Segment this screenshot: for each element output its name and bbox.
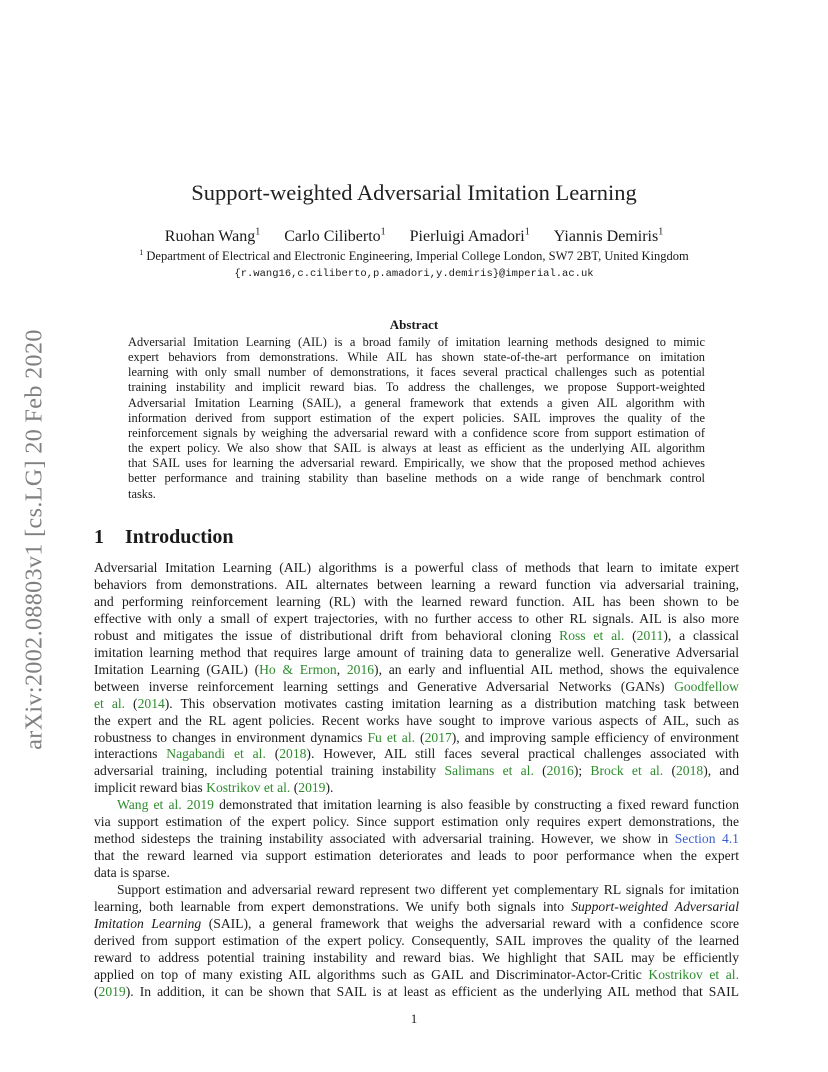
citation-year-link[interactable]: 2016 xyxy=(546,763,574,779)
citation-year-link[interactable]: 2017 xyxy=(424,729,452,745)
citation-year-link[interactable]: 2011 xyxy=(636,627,664,643)
body-line: Wang et al. 2019 demonstrated that imitation learning is also feasible by constructing a fixed reward function xyxy=(117,797,739,813)
author: Yiannis Demiris$^1$ xyxy=(553,226,664,245)
author: Carlo Ciliberto$^1$ xyxy=(284,226,386,245)
body-line: via support estimation of the expert policy. Since support estimation only requires expert demonstrations, the xyxy=(94,814,739,830)
body-line: Support estimation and adversarial reward represent two different yet complementary RL signals for imitation xyxy=(117,882,739,898)
body-line: data is sparse. xyxy=(94,865,170,881)
abstract-line: better performance and training stability than baseline methods on a wide range of benchmark control xyxy=(128,471,705,486)
citation-link[interactable]: Wang et al. 2019 xyxy=(117,797,214,813)
author: Ruohan Wang$^1$ xyxy=(164,226,261,245)
abstract-line: Adversarial Imitation Learning (AIL) is a broad family of imitation learning methods designed to mimic xyxy=(128,335,705,349)
body-line: interactions Nagabandi et al. (2018). However, AIL still faces several practical challenges associated with xyxy=(94,746,739,762)
arxiv-identifier-text: arXiv:2002.08803v1 [cs.LG] 20 Feb 2020 xyxy=(21,328,48,750)
body-line: imitation learning method that requires large amount of training data to generalize well. Generative Adversarial xyxy=(94,644,739,660)
body-line: that the reward learned via support estimation deteriorates and leads to poor performance when the expert xyxy=(94,848,739,864)
body-line: and performing reinforcement learning (RL) with the learned reward function. AIL has been shown to be xyxy=(94,593,739,609)
citation-year-link[interactable]: 2018 xyxy=(676,763,704,779)
citation-link[interactable]: Kostrikov et al. xyxy=(206,780,291,796)
body-line: behaviors from demonstrations. AIL alternates between learning a reward function via adversarial training, xyxy=(94,576,739,592)
body-line: Imitation Learning (GAIL) (Ho & Ermon, 2016), an early and influential AIL method, shows the equivalence xyxy=(94,661,740,677)
abstract-line: the expert policy. We also show that SAIL is always at least as efficient as the underlying AIL algorithm xyxy=(128,441,705,456)
body-line: derived from support estimation of the expert policy. Consequently, SAIL improves the quality of the learned xyxy=(94,932,739,948)
introduction-body xyxy=(94,560,739,1001)
paper-title: Support-weighted Adversarial Imitation Learning xyxy=(191,180,637,205)
citation-link[interactable]: Brock et al. xyxy=(590,763,664,779)
body-line: Adversarial Imitation Learning (AIL) algorithms is a powerful class of methods that learn to imitate expert xyxy=(94,560,739,575)
body-line: et al. (2014). This observation motivates casting imitation learning as a distribution matching task between xyxy=(94,695,739,711)
abstract-line: reinforcement signals by weighing the adversarial reward with a confidence score from support estimation of xyxy=(128,425,705,440)
body-line: effective with only a small of expert trajectories, with no further access to other RL signals. AIL is also more xyxy=(94,610,739,626)
abstract-line: expert behaviors from demonstrations. While AIL has shown state-of-the-art performance on imitation xyxy=(128,350,705,365)
abstract-body xyxy=(128,335,705,502)
section-heading-introduction xyxy=(94,526,234,549)
page-number: 1 xyxy=(410,1011,418,1026)
author-list xyxy=(0,228,828,246)
body-line: applied on top of many existing AIL algorithms such as GAIL and Discriminator-Actor-Critic Kostrikov et al. xyxy=(94,966,739,982)
body-line: robustness to changes in environment dynamics Fu et al. (2017), and improving sample efficiency of environment xyxy=(94,729,739,745)
section-title: Introduction xyxy=(125,526,234,548)
abstract-line: information derived from support estimation of the expert policies. SAIL improves the quality of the xyxy=(128,410,705,425)
body-line: method sidesteps the training instability associated with adversarial training. However, we show in Section 4.1 xyxy=(94,831,739,847)
body-line: robust and mitigates the issue of distributional drift from behavioral cloning Ross et al. (2011), a classical xyxy=(94,627,739,643)
citation-year-link[interactable]: 2016 xyxy=(346,661,375,677)
citation-link[interactable]: Salimans et al. xyxy=(444,763,534,779)
citation-link[interactable]: Kostrikov et al. xyxy=(648,966,739,982)
abstract-line: tasks. xyxy=(128,486,156,501)
citation-year-link[interactable]: 2018 xyxy=(279,746,307,762)
citation-year-link[interactable]: 2019 xyxy=(298,780,326,796)
abstract-heading: Abstract xyxy=(389,317,439,332)
citation-link[interactable]: Nagabandi et al. xyxy=(166,746,266,762)
body-line: the expert and the RL agent policies. Recent works have sought to improve various aspects of AIL, such as xyxy=(94,712,739,728)
body-line: adversarial training, including potential training instability Salimans et al. (2016); Brock et al. (2018), and xyxy=(94,763,740,779)
citation-year-link[interactable]: 2019 xyxy=(98,983,126,999)
citation-link[interactable]: Ross et al. xyxy=(559,627,625,643)
body-line: reward to address potential training instability and reward bias. We highlight that SAIL may be efficiently xyxy=(94,949,739,965)
section-reference-link[interactable]: Section 4.1 xyxy=(674,831,739,847)
arxiv-identifier-stamp xyxy=(18,289,52,789)
section-number: 1 xyxy=(94,526,104,548)
citation-link[interactable]: Fu et al. xyxy=(367,729,415,745)
abstract-line: that SAIL uses for learning the adversarial reward. Empirically, we show that the proposed method achieves xyxy=(128,456,705,471)
body-line: (2019). In addition, it can be shown that SAIL is at least as efficient as the underlying AIL method that SAIL xyxy=(94,983,739,999)
citation-year-link[interactable]: 2014 xyxy=(137,695,165,711)
body-line: implicit reward bias Kostrikov et al. (2019). xyxy=(94,780,334,796)
body-line: learning, both learnable from expert demonstrations. We unify both signals into Support-weighted Adversarial xyxy=(94,899,739,915)
abstract-line: training instability and implicit reward bias. To address the challenges, we propose Support-weighted xyxy=(128,380,705,395)
abstract-line: learning with only small number of demonstrations, it faces several practical challenges such as potential xyxy=(128,365,705,380)
citation-link[interactable]: Ho & Ermon xyxy=(259,661,337,677)
abstract-line: Adversarial Imitation Learning (SAIL), a general framework that extends a given AIL algorithm with xyxy=(128,395,705,410)
body-line: Imitation Learning (SAIL), a general framework that weighs the adversarial reward with a confidence score xyxy=(94,916,739,932)
author: Pierluigi Amadori$^1$ xyxy=(409,226,530,245)
body-line: between inverse reinforcement learning settings and Generative Adversarial Networks (GANs) Goodfellow xyxy=(94,678,739,694)
citation-link[interactable]: Goodfellow xyxy=(674,678,739,694)
author-emails: {r.wang16,c.ciliberto,p.amadori,y.demiris}@imperial.ac.uk xyxy=(234,268,594,280)
citation-link[interactable]: et al. xyxy=(94,695,126,711)
affiliation: $^1$ Department of Electrical and Electronic Engineering, Imperial College London, SW7 2BT, United Kingdom xyxy=(139,247,689,263)
